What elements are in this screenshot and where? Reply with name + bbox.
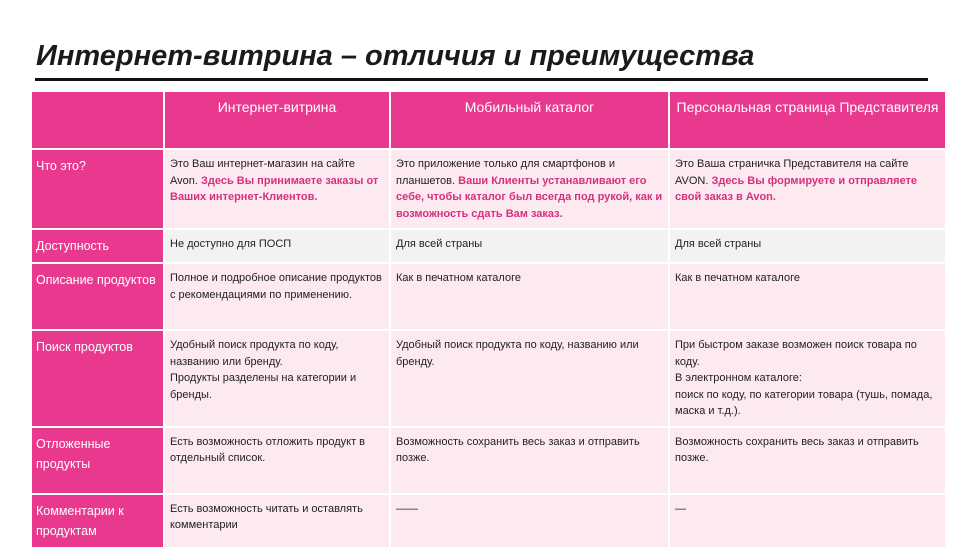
cell-text: Возможность сохранить весь заказ и отправить позже. [396, 435, 640, 464]
title-underline [35, 78, 928, 81]
cell-text: Для всей страны [396, 238, 483, 250]
cell-text: Как в печатном каталоге [675, 272, 800, 284]
comparison-table [30, 90, 947, 549]
cell-text: Для всей страны [675, 238, 762, 250]
row-label: Поиск продуктов [31, 330, 164, 427]
cell-text: Есть возможность читать и оставлять комментарии [170, 502, 363, 531]
table-row-product-description [31, 263, 946, 330]
cell-text: Это Ваш интернет-магазин на сайте Avon. [170, 158, 356, 187]
cell-text: Удобный поиск продукта по коду, названию или бренду. Продукты разделены на категории и бренды. [170, 339, 357, 401]
cell-text: Как в печатном каталоге [396, 272, 521, 284]
table-cell [390, 330, 669, 427]
cell-text: Есть возможность отложить продукт в отдельный список. [170, 435, 366, 464]
cell-text: Это приложение только для смартфонов и планшетов. [396, 158, 616, 187]
cell-text: Полное и подробное описание продуктов с рекомендациями по применению. [170, 272, 382, 301]
row-label: Описание продуктов [31, 263, 164, 330]
table-cell [669, 263, 946, 330]
row-label: Отложенные продукты [31, 427, 164, 494]
header-personal-page: Персональная страница Представителя [669, 91, 946, 149]
table-cell [164, 330, 390, 427]
cell-text: — [675, 502, 686, 515]
table-cell [390, 263, 669, 330]
header-showcase: Интернет-витрина [164, 91, 390, 149]
cell-text: —— [396, 502, 418, 515]
table-cell [669, 330, 946, 427]
header-mobile-catalog: Мобильный каталог [390, 91, 669, 149]
cell-highlight-text: Здесь Вы принимаете заказы от Ваших интернет-Клиентов. [170, 174, 379, 203]
table-cell [669, 427, 946, 494]
table-cell [669, 229, 946, 263]
table-row-product-comments [31, 494, 946, 548]
cell-text: Не доступно для ПОСП [170, 238, 292, 250]
table-cell [164, 494, 390, 548]
cell-highlight-text: Здесь Вы формируете и отправляете свой заказ в Avon. [675, 174, 918, 203]
header-row [31, 91, 946, 149]
cell-highlight-text: Ваши Клиенты устанавливают его себе, чтобы каталог был всегда под рукой, как и возможность сдать Вам заказ. [396, 174, 663, 220]
table-cell [669, 494, 946, 548]
table-row-product-search [31, 330, 946, 427]
table-row-saved-products [31, 427, 946, 494]
row-label: Комментарии к продуктам [31, 494, 164, 548]
table-cell [164, 263, 390, 330]
cell-text: При быстром заказе возможен поиск товара по коду. В электронном каталоге: поиск по коду, по категории товара (тушь, помада, маска и т.д.). [675, 339, 933, 417]
table-cell [390, 427, 669, 494]
cell-text: Это Ваша страничка Представителя на сайте AVON. [675, 158, 909, 187]
table-row-availability [31, 229, 946, 263]
table-cell [390, 149, 669, 229]
cell-text: Возможность сохранить весь заказ и отправить позже. [675, 435, 919, 464]
slide-title: Интернет-витрина – отличия и преимущества [36, 40, 755, 72]
cell-text: Удобный поиск продукта по коду, названию или бренду. [396, 339, 639, 368]
table-cell [390, 494, 669, 548]
table-cell [164, 427, 390, 494]
header-empty [31, 91, 164, 149]
table-cell [164, 149, 390, 229]
table-cell [390, 229, 669, 263]
table-row-what-is-it [31, 149, 946, 229]
row-label: Что это? [31, 149, 164, 229]
table-cell [164, 229, 390, 263]
table-cell [669, 149, 946, 229]
row-label: Доступность [31, 229, 164, 263]
